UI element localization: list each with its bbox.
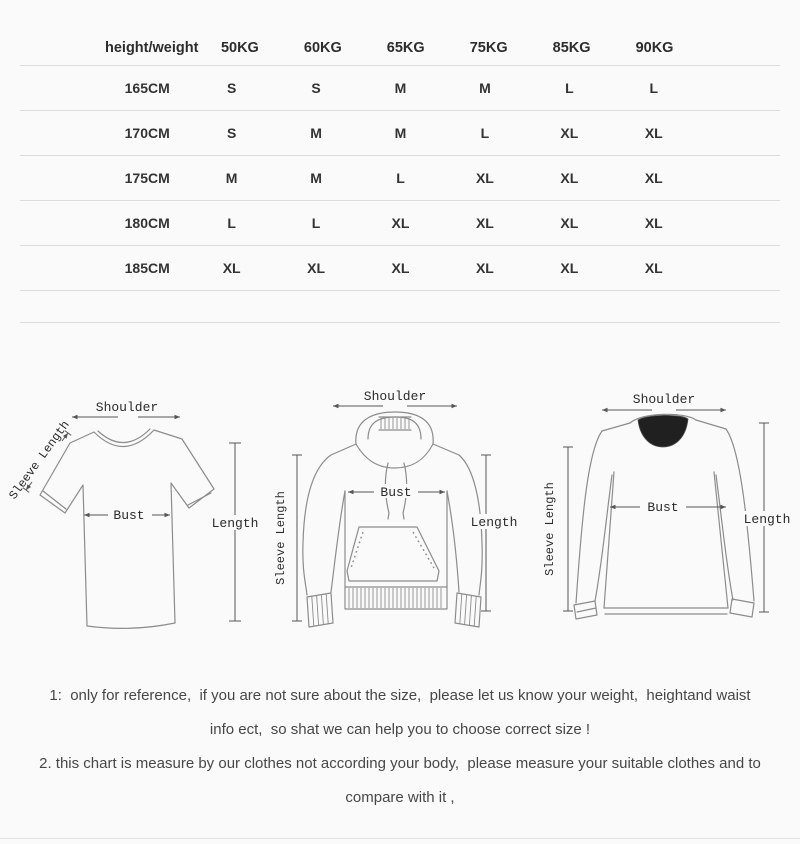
length-label: Length bbox=[470, 515, 518, 530]
longsleeve-outline bbox=[574, 414, 754, 619]
sleeve-length-label: Sleeve Length bbox=[274, 491, 288, 585]
size-cell: XL bbox=[644, 260, 663, 276]
note-line-3: 2. this chart is measure by our clothes not according your body, please measure your suitable clothes and to bbox=[39, 755, 761, 772]
bust-label: Bust bbox=[380, 485, 412, 500]
bust-label: Bust bbox=[647, 500, 679, 515]
shoulder-label: Shoulder bbox=[95, 400, 159, 415]
size-cell: L bbox=[480, 125, 490, 141]
column-header: 50KG bbox=[220, 39, 259, 56]
size-cell: L bbox=[565, 80, 574, 96]
size-cell: XL bbox=[475, 170, 494, 186]
size-cell: XL bbox=[307, 260, 325, 276]
sleeve-length-label: Sleeve Length bbox=[6, 418, 73, 503]
size-cell: M bbox=[479, 80, 491, 96]
size-cell: XL bbox=[644, 170, 663, 186]
size-cell: M bbox=[310, 170, 322, 186]
size-cell: L bbox=[311, 215, 321, 231]
longsleeve-diagram bbox=[536, 365, 794, 665]
table-row bbox=[20, 201, 780, 246]
column-header: 65KG bbox=[386, 39, 425, 56]
size-cell: L bbox=[227, 215, 236, 231]
size-cell: XL bbox=[644, 215, 663, 231]
note-line-1: 1: only for reference, if you are not sure about the size, please let us know your weight, heightand waist bbox=[49, 687, 751, 704]
size-cell: XL bbox=[560, 125, 579, 141]
hoodie-outline bbox=[303, 412, 482, 627]
column-header: 90KG bbox=[635, 39, 674, 56]
size-table bbox=[20, 30, 780, 323]
shoulder-label: Shoulder bbox=[363, 389, 427, 404]
length-label: Length bbox=[211, 516, 259, 531]
size-cell: M bbox=[310, 125, 322, 141]
column-header: 60KG bbox=[303, 39, 342, 56]
size-cell: XL bbox=[222, 260, 241, 276]
sleeve-length-label: Sleeve Length bbox=[543, 482, 557, 576]
table-footer-line bbox=[20, 291, 780, 323]
table-header-row bbox=[20, 30, 780, 66]
column-header: height/weight bbox=[105, 39, 199, 56]
size-cell: XL bbox=[560, 170, 579, 186]
hoodie-diagram bbox=[271, 365, 529, 665]
size-cell: M bbox=[394, 125, 407, 141]
height-cell: 180CM bbox=[124, 215, 170, 231]
shoulder-label: Shoulder bbox=[632, 392, 696, 407]
size-cell: XL bbox=[560, 215, 579, 231]
size-cell: S bbox=[226, 125, 237, 141]
height-cell: 185CM bbox=[124, 260, 170, 276]
size-cell: XL bbox=[560, 260, 579, 276]
note-line-4: compare with it , bbox=[345, 789, 455, 806]
size-cell: S bbox=[311, 80, 321, 96]
note-line-2: info ect, so shat we can help you to choose correct size ! bbox=[209, 721, 591, 738]
size-cell: M bbox=[394, 80, 407, 96]
tshirt-diagram bbox=[6, 365, 264, 665]
size-cell: L bbox=[649, 80, 659, 96]
bottom-divider bbox=[0, 838, 800, 839]
table-row bbox=[20, 156, 780, 201]
hoodie-dimension-lines bbox=[292, 406, 491, 621]
tshirt-outline bbox=[40, 429, 214, 628]
table-row bbox=[20, 111, 780, 156]
column-header: 75KG bbox=[469, 39, 508, 56]
bust-label: Bust bbox=[113, 508, 145, 523]
height-cell: 170CM bbox=[124, 125, 170, 141]
table-row bbox=[20, 246, 780, 291]
height-cell: 175CM bbox=[124, 170, 170, 186]
size-cell: XL bbox=[475, 260, 494, 276]
height-cell: 165CM bbox=[124, 80, 170, 96]
length-label: Length bbox=[743, 512, 791, 527]
size-cell: L bbox=[396, 170, 405, 186]
size-cell: M bbox=[225, 170, 238, 186]
size-cell: XL bbox=[475, 215, 494, 231]
notes bbox=[0, 679, 800, 815]
size-cell: XL bbox=[391, 260, 410, 276]
table-row bbox=[20, 66, 780, 111]
size-cell: XL bbox=[644, 125, 663, 141]
size-cell: S bbox=[226, 80, 237, 96]
size-cell: XL bbox=[391, 215, 410, 231]
column-header: 85KG bbox=[552, 39, 591, 56]
measurement-diagrams bbox=[0, 365, 800, 665]
